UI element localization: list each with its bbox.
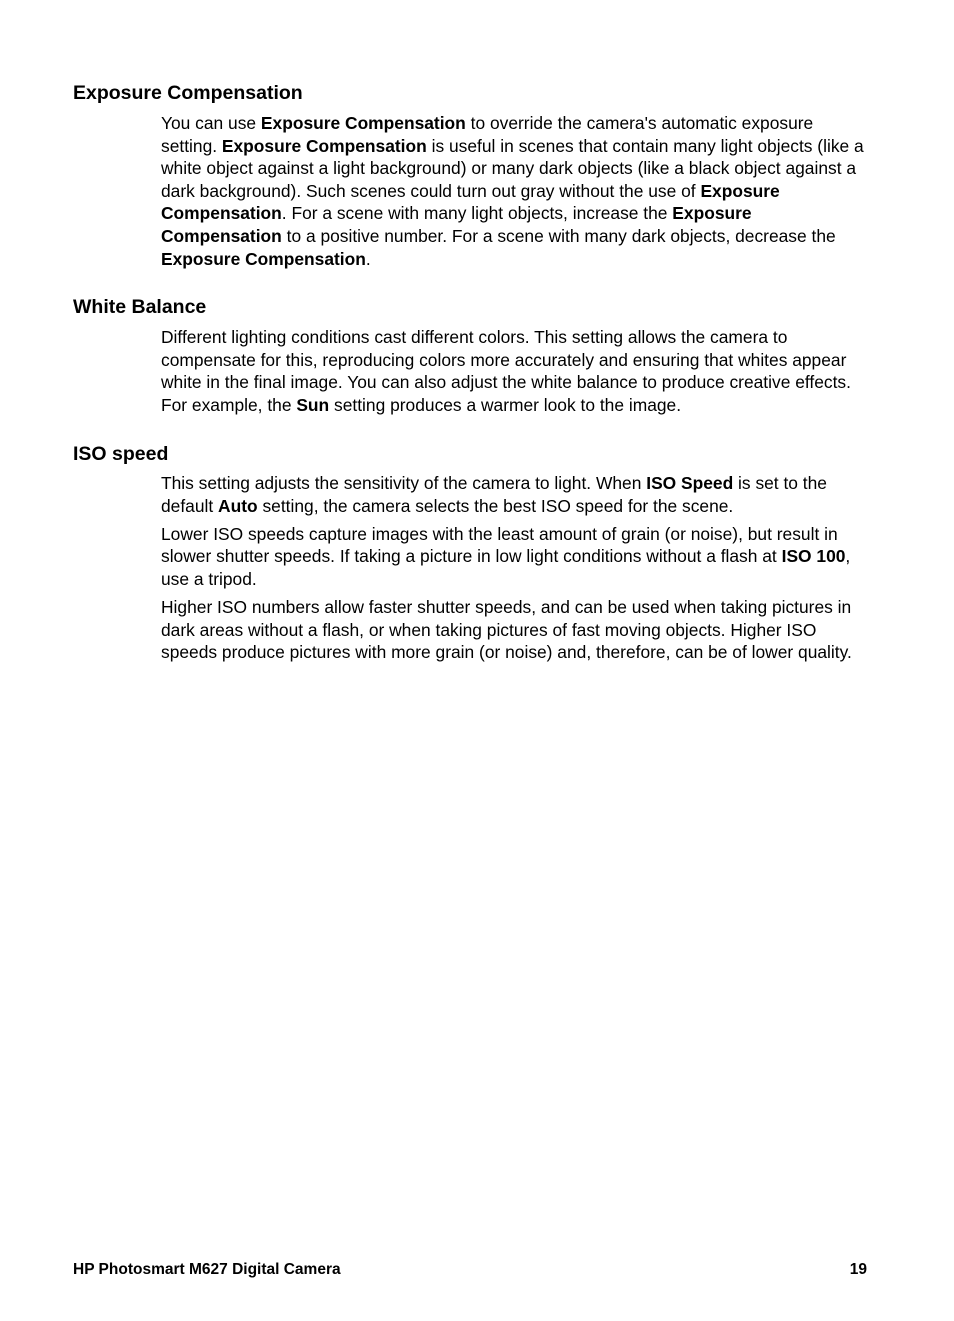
section-heading: ISO speed bbox=[73, 443, 169, 465]
paragraph bbox=[161, 596, 869, 664]
section-body bbox=[161, 472, 869, 664]
page-footer bbox=[73, 1259, 867, 1281]
text-run: is useful in scenes that contain many light objects (like a white object against a light background) or many dark objects (like a black object against a dark background). Such scenes could turn out gray without the use of bbox=[161, 135, 864, 201]
text-run: to override the camera's automatic exposure setting. bbox=[161, 113, 814, 156]
text-run: Higher ISO numbers allow faster shutter speeds, and can be used when taking pictures in dark areas without a flash, or when taking pictures of fast moving objects. Higher ISO speeds produce pictures with more grain (or noise) and, therefore, can be of lower quality. bbox=[161, 597, 852, 663]
text-run: setting produces a warmer look to the image. bbox=[329, 394, 682, 415]
bold-term: Exposure Compensation bbox=[161, 180, 780, 224]
text-run: Lower ISO speeds capture images with the least amount of grain (or noise), but result in slower shutter speeds. If taking a picture in low light conditions without a flash at bbox=[161, 523, 838, 567]
text-run: Different lighting conditions cast different colors. This setting allows the camera to compensate for this, reproducing colors more accurately and ensuring that whites appear white in the final image. You can also adjust the white balance to produce creative effects. For example, the bbox=[161, 327, 851, 415]
paragraph bbox=[161, 523, 869, 591]
footer-title: HP Photosmart M627 Digital Camera bbox=[73, 1261, 341, 1278]
section-exposure-compensation bbox=[73, 81, 873, 276]
text-run: to a positive number. For a scene with many dark objects, decrease the bbox=[281, 225, 836, 246]
bold-term: ISO 100 bbox=[781, 546, 846, 567]
bold-term: ISO Speed bbox=[646, 473, 734, 493]
section-body bbox=[161, 112, 869, 270]
section-body bbox=[161, 326, 869, 416]
text-run: setting, the camera selects the best ISO speed for the scene. bbox=[257, 495, 734, 516]
page-number: 19 bbox=[849, 1261, 867, 1278]
text-run: You can use bbox=[161, 113, 261, 133]
bold-term: Exposure Compensation bbox=[260, 113, 466, 133]
bold-term: Auto bbox=[218, 495, 258, 516]
section-heading: White Balance bbox=[73, 296, 207, 318]
text-run: . bbox=[365, 248, 371, 269]
paragraph bbox=[161, 112, 869, 270]
bold-term: Exposure Compensation bbox=[221, 135, 427, 156]
section-heading: Exposure Compensation bbox=[73, 82, 303, 104]
text-run: , use a tripod. bbox=[161, 546, 851, 589]
paragraph bbox=[161, 472, 869, 517]
text-run: This setting adjusts the sensitivity of the camera to light. When bbox=[161, 473, 647, 493]
text-run: is set to the default bbox=[161, 473, 827, 516]
text-run: . For a scene with many light objects, increase the bbox=[281, 203, 673, 224]
bold-term: Sun bbox=[296, 394, 330, 415]
paragraph bbox=[161, 326, 869, 416]
bold-term: Exposure Compensation bbox=[161, 203, 752, 246]
bold-term: Exposure Compensation bbox=[161, 248, 366, 269]
section-white-balance bbox=[73, 295, 873, 422]
section-iso-speed bbox=[73, 442, 873, 670]
